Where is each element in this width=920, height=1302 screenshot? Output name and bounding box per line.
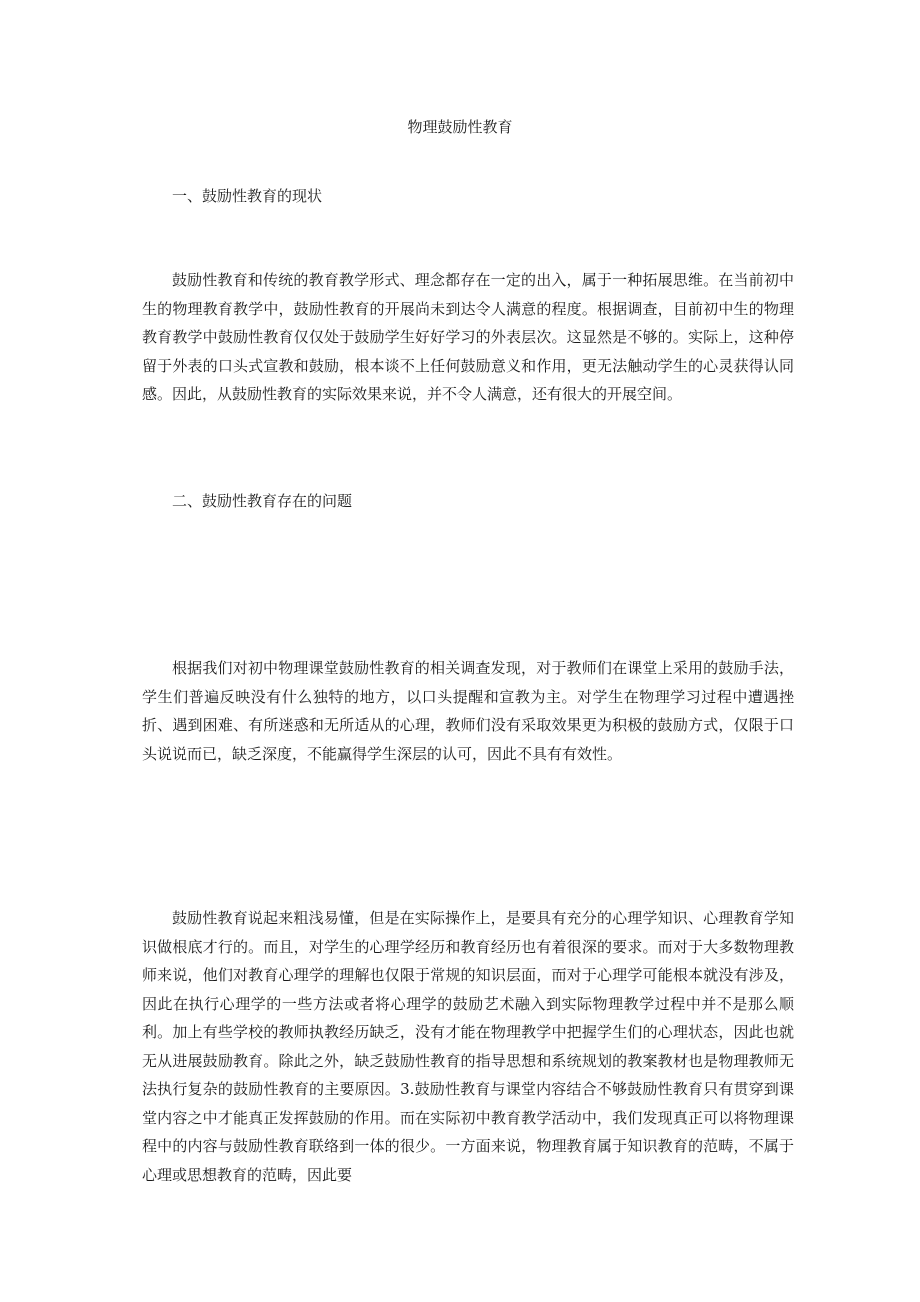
paragraph-teacher-knowledge: 鼓励性教育说起来粗浅易懂，但是在实际操作上，是要具有充分的心理学知识、心理教育学知识做根底才行的。而且，对学生的心理学经历和教育经历也有着很深的要求。而对于大多数物理教师来说，他们对教育心理学的理解也仅限于常规的知识层面，而对于心理学可能根本就没有涉及，因此在执行心理学的一些方法或者将心理学的鼓励艺术融入到实际物理教学过程中并不是那么顺利。加上有些学校的教师执教经历缺乏，没有才能在物理教学中把握学生们的心理状态，因此也就无从进展鼓励教育。除此之外，缺乏鼓励性教育的指导思想和系统规划的教案教材也是物理教师无法执行复杂的鼓励性教育的主要原因。3.鼓励性教育与课堂内容结合不够鼓励性教育只有贯穿到课堂内容之中才能真正发挥鼓励的作用。而在实际初中教育教学活动中，我们发现真正可以将物理课程中的内容与鼓励性教育联络到一体的很少。一方面来说，物理教育属于知识教育的范畴，不属于心理或思想教育的范畴，因此要 — [142, 909, 794, 1184]
section-heading-problems: 二、鼓励性教育存在的问题 — [172, 492, 353, 510]
document-title: 物理鼓励性教育 — [407, 118, 513, 136]
paragraph-survey-findings: 根据我们对初中物理课堂鼓励性教育的相关调查发现，对于教师们在课堂上采用的鼓励手法，学生们普遍反映没有什么独特的地方，以口头提醒和宣教为主。对学生在物理学习过程中遭遇挫折、遇到困难、有所迷惑和无所适从的心理，教师们没有采取效果更为积极的鼓励方式，仅限于口头说说而已，缺乏深度，不能赢得学生深层的认可，因此不具有有效性。 — [142, 659, 794, 763]
section-heading-status: 一、鼓励性教育的现状 — [172, 187, 323, 205]
paragraph-status: 鼓励性教育和传统的教育教学形式、理念都存在一定的出入，属于一种拓展思维。在当前初中生的物理教育教学中，鼓励性教育的开展尚未到达令人满意的程度。根据调查，目前初中生的物理教育教学中鼓励性教育仅仅处于鼓励学生好好学习的外表层次。这显然是不够的。实际上，这种停留于外表的口头式宣教和鼓励，根本谈不上任何鼓励意义和作用，更无法触动学生的心灵获得认同感。因此，从鼓励性教育的实际效果来说，并不令人满意，还有很大的开展空间。 — [142, 271, 794, 403]
